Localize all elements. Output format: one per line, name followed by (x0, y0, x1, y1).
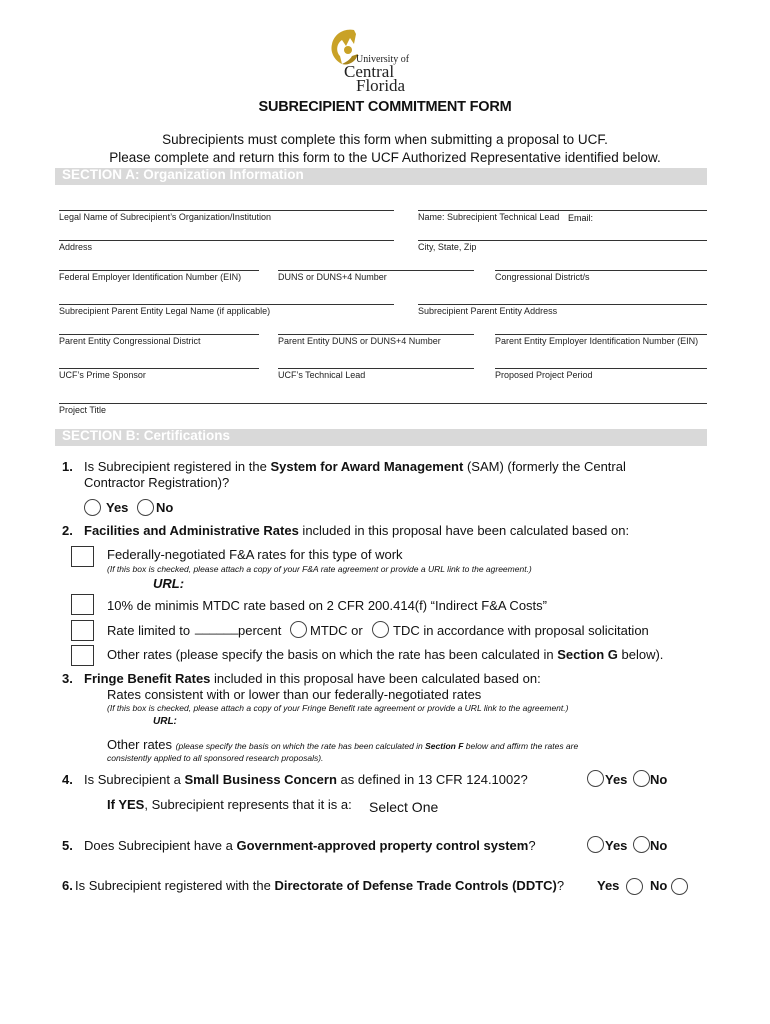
q6-text: Is Subrecipient registered with the Directorate of Defense Trade Controls (DDTC)? (75, 878, 565, 893)
q2-rate-limited-checkbox[interactable] (71, 620, 94, 641)
q1-yes-radio[interactable] (84, 499, 101, 516)
q1-text-line2: Contractor Registration)? (84, 475, 230, 490)
q4-yes-label: Yes (605, 772, 628, 787)
project-period-label: Proposed Project Period (495, 370, 593, 380)
q1-number: 1. (62, 459, 73, 474)
q4-no-radio[interactable] (633, 770, 650, 787)
q2-federal-checkbox[interactable] (71, 546, 94, 567)
q5-number: 5. (62, 838, 73, 853)
intro-line-1: Subrecipients must complete this form when submitting a proposal to UCF. (162, 132, 608, 147)
project-period-field[interactable] (495, 355, 707, 380)
parent-ein-label: Parent Entity Employer Identification Number (EIN) (495, 336, 699, 346)
q6-no-label: No (650, 878, 668, 893)
q1-yes-label: Yes (106, 500, 129, 515)
parent-duns-field[interactable] (278, 321, 474, 346)
congressional-district-label: Congressional District/s (495, 272, 590, 282)
parent-name-field[interactable] (59, 291, 394, 316)
q4-no-label: No (650, 772, 668, 787)
q2-tdc-label: TDC in accordance with proposal solicitation (393, 623, 649, 638)
congressional-district-field[interactable] (495, 257, 707, 282)
q2-opt4-label: Other rates (please specify the basis on which the rate has been calculated in Section G below). (107, 647, 664, 662)
q2-opt3-prefix: Rate limited to (107, 623, 191, 638)
city-label: City, State, Zip (418, 242, 477, 252)
logo-line3: Florida (356, 76, 406, 95)
duns-field[interactable] (278, 257, 474, 282)
ein-label: Federal Employer Identification Number (EIN) (59, 272, 242, 282)
project-title-label: Project Title (59, 405, 107, 415)
q3-opt2-label: Other rates (107, 737, 173, 752)
parent-duns-label: Parent Entity DUNS or DUNS+4 Number (278, 336, 441, 346)
q2-mtdc-radio[interactable] (290, 621, 307, 638)
q4-business-select[interactable]: Select One (369, 799, 439, 815)
ein-field[interactable] (59, 257, 259, 282)
address-field[interactable] (59, 227, 394, 252)
parent-name-label: Subrecipient Parent Entity Legal Name (if applicable) (59, 306, 271, 316)
parent-congressional-field[interactable] (59, 321, 259, 346)
q2-url-label: URL: (153, 576, 185, 591)
section-a-title: SECTION A: Organization Information (62, 167, 304, 182)
q4-if-yes-text: If YES, Subrecipient represents that it is a: (107, 797, 352, 812)
q3-url-label: URL: (153, 716, 177, 727)
q2-opt2-label: 10% de minimis MTDC rate based on 2 CFR 200.414(f) “Indirect F&A Costs” (107, 598, 547, 613)
q4-yes-radio[interactable] (587, 770, 604, 787)
address-label: Address (59, 242, 93, 252)
q2-other-checkbox[interactable] (71, 645, 94, 666)
legal-name-field[interactable] (59, 197, 394, 222)
prime-sponsor-label: UCF’s Prime Sponsor (59, 370, 146, 380)
section-a-header (55, 168, 707, 185)
q2-deminimis-checkbox[interactable] (71, 594, 94, 615)
legal-name-label: Legal Name of Subrecipient’s Organization/Institution (59, 212, 271, 222)
ucf-tech-lead-label: UCF’s Technical Lead (278, 370, 366, 380)
q2-text: Facilities and Administrative Rates included in this proposal have been calculated based on: (84, 523, 630, 538)
q5-no-radio[interactable] (633, 836, 650, 853)
q2-tdc-radio[interactable] (372, 621, 389, 638)
q2-opt1-label: Federally-negotiated F&A rates for this type of work (107, 547, 403, 562)
prime-sponsor-field[interactable] (59, 355, 259, 380)
q3-opt2[interactable]: Other rates (please specify the basis on which the rate has been calculated in Section F below and affirm the rates are (107, 737, 579, 752)
q3-opt1-note: (If this box is checked, please attach a copy of your Fringe Benefit rate agreement or provide a URL link to the agreement.) (107, 703, 569, 713)
q6-no-radio[interactable] (671, 878, 688, 895)
q1-no-radio[interactable] (137, 499, 154, 516)
duns-label: DUNS or DUNS+4 Number (278, 272, 387, 282)
project-title-field[interactable] (59, 390, 707, 415)
form-title: SUBRECIPIENT COMMITMENT FORM (258, 99, 512, 115)
q5-yes-label: Yes (605, 838, 628, 853)
q6-number: 6. (62, 878, 73, 893)
parent-address-field[interactable] (418, 291, 707, 316)
q5-text: Does Subrecipient have a Government-approved property control system? (84, 838, 536, 853)
parent-address-label: Subrecipient Parent Entity Address (418, 306, 558, 316)
q2-number: 2. (62, 523, 73, 538)
q2-opt3-percent: percent (238, 623, 282, 638)
q3-text: Fringe Benefit Rates included in this proposal have been calculated based on: (84, 671, 541, 686)
logo-line1: University of (356, 54, 410, 65)
q6-yes-label: Yes (597, 878, 620, 893)
parent-ein-field[interactable] (495, 321, 707, 346)
ucf-tech-lead-field[interactable] (278, 355, 474, 380)
q3-opt1-label[interactable]: Rates consistent with or lower than our federally-negotiated rates (107, 687, 482, 702)
logo-line2: Central (344, 62, 395, 81)
q4-text: Is Subrecipient a Small Business Concern as defined in 13 CFR 124.1002? (84, 772, 528, 787)
email-label: Email: (568, 213, 594, 223)
parent-congressional-label: Parent Entity Congressional District (59, 336, 201, 346)
q5-yes-radio[interactable] (587, 836, 604, 853)
q6-yes-radio[interactable] (626, 878, 643, 895)
q2-mtdc-label: MTDC or (310, 623, 363, 638)
intro-line-2: Please complete and return this form to the UCF Authorized Representative identified below. (109, 150, 661, 165)
section-b-title: SECTION B: Certifications (62, 428, 231, 443)
q1-no-label: No (156, 500, 174, 515)
q5-no-label: No (650, 838, 668, 853)
q1-text: Is Subrecipient registered in the System for Award Management (SAM) (formerly the Central (84, 459, 626, 474)
tech-lead-label: Name: Subrecipient Technical Lead (418, 212, 560, 222)
ucf-logo (320, 22, 440, 94)
q4-number: 4. (62, 772, 73, 787)
section-b-header (55, 429, 707, 446)
city-field[interactable] (418, 227, 707, 252)
q3-number: 3. (62, 671, 73, 686)
q2-opt3-blank[interactable]: ______ (195, 620, 239, 635)
q3-opt2-note-line2: consistently applied to all sponsored research proposals). (107, 753, 324, 763)
q2-opt1-note: (If this box is checked, please attach a copy of your F&A rate agreement or provide a URL link to the agreement.) (107, 564, 532, 574)
